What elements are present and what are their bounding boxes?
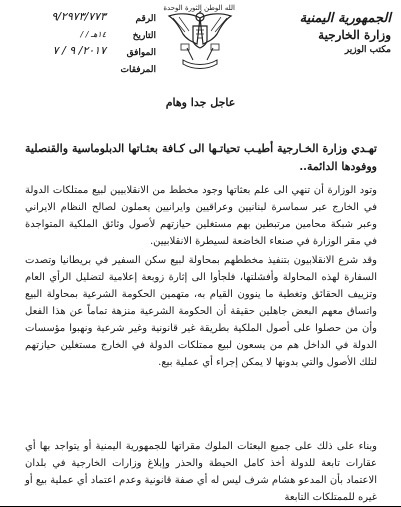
yemen-eagle-emblem <box>163 4 237 70</box>
emblem-motto: الله الوطن الثورة الوحدة <box>163 4 235 12</box>
country-name: الجمهورية اليمنية <box>299 11 391 26</box>
ref-number: ٩/٢٩٧٣/٧٧٣ <box>51 10 106 23</box>
eagle-icon <box>163 4 237 70</box>
urgent-heading: عاجل جدا وهام <box>165 96 236 109</box>
body-paragraph-3: وبناء على ذلك على جميع البعثات الملوك مقراتها للجمهورية اليمنية أو يتواجد بها أي عقارات تابعة للدولة أخذ كامل الحيطة والحذر وإبلاغ وزارات الخارجية في بلدان الاعتماد بأن المدعو هشام شرف ليس له أي صفة قانونية وعدم اعتماد أي عملية بيع أو غيره للممتلكات التابعة <box>25 441 377 503</box>
salutation-paragraph: تهـدي وزارة الخـارجية أطيـب تحياتـها الى كـافة بعثـاتها الدبلوماسية والقنصلية ووفودها الدائمة.. <box>25 142 377 173</box>
letterhead-ministry <box>261 10 391 57</box>
corresponding-row <box>6 46 156 63</box>
date-label: التاريخ <box>132 31 156 41</box>
ministry-name: وزارة الخارجية <box>318 28 391 42</box>
attachments-row <box>6 63 156 80</box>
hijri-date: / / ١٤هـ <box>80 30 106 39</box>
body-paragraph-1: وتود الوزارة أن تنهي الى علم بعثاتها وجود مخطط من الانقلابيين لبيع ممتلكات الدولة في الخارج عبر سماسرة لبنانيين وعراقيين وايرانيين يعملون لصالح النظام الايراني وعبر شبكة محامين مرتبطين بهم مستغلين حيازتهم لأصول وثائق الملكية المتواجدة في مقر الوزارة في صنعاء الخاضعة لسيطرة الانقلابيين. <box>25 185 377 247</box>
ref-label: الرقم <box>135 14 156 24</box>
gregorian-date: ٢٠١٧/ ٩ / ٧ <box>52 44 106 57</box>
corresponding-label: الموافق <box>126 48 156 58</box>
body-paragraph-2: وقد شرع الانقلابيون بتنفيذ مخططهم بمحاولة لبيع سكن السفير في بريطانيا وتصدت السفارة لهذه المحاولة وأفشلتها، فلجأوا الى إثارة زوبعة إعلامية لتضليل الرأي العام وتزييف الحقائق وتغطية ما ينوون القيام به، متهمين الحكومة الشرعية بمحاولة البيع واتساق معهم البعض جاهلين حقيقة أن الحكومة الشرعية منزهة تماماً عن هذا الفعل وأن من حصلوا على أصول الملكية بطريقة غير قانونية وغير شرعية ونهبوا مؤسسات الدولة في الداخل هم من يسعون لبيع ممتلكات الدولة في الخارج مستغلين حيازتهم لتلك الأصول والتي بدونها لا يمكن إجراء أي عملية بيع. <box>25 255 377 368</box>
ref-row <box>6 12 156 29</box>
attachments-label: المرفقات <box>120 65 156 75</box>
reference-block <box>6 12 156 80</box>
office-name: مكتب الوزير <box>344 45 391 55</box>
